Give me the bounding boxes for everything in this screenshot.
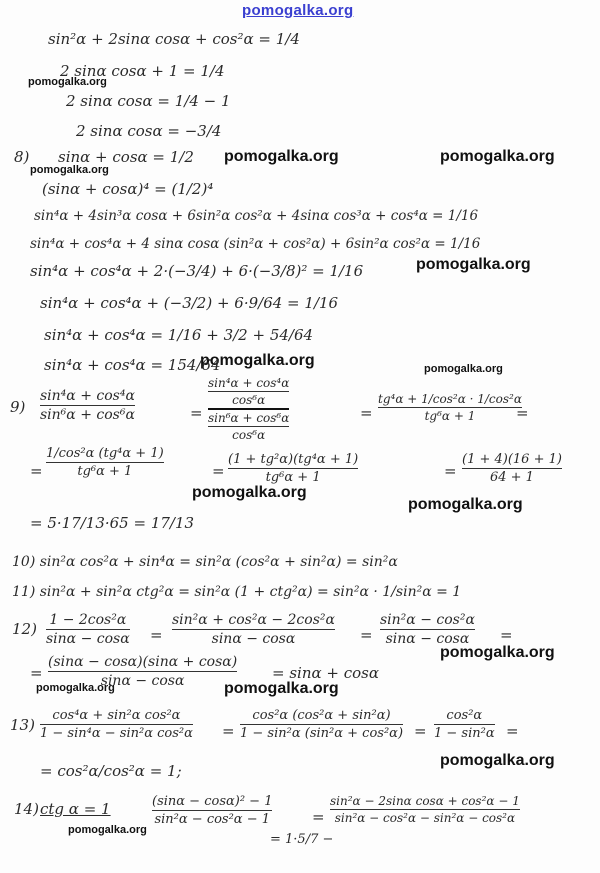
equation-line: = 5·17/13·65 = 17/13 (30, 514, 195, 532)
denominator: sin²α − cos²α − sin²α − cos²α (334, 811, 516, 825)
fraction-bar (48, 671, 237, 672)
denominator: sinα − cosα (46, 631, 130, 647)
fraction-bar (40, 724, 193, 725)
denominator: tg⁶α + 1 (265, 470, 321, 485)
watermark: pomogalka.org (224, 148, 339, 165)
header-watermark[interactable]: pomogalka.org (242, 2, 354, 19)
denominator: sin⁶α + cos⁶α (208, 411, 290, 425)
equals-sign: = (444, 462, 457, 480)
fraction (434, 708, 495, 741)
fraction (40, 708, 193, 741)
problem-number: 14) (14, 800, 39, 818)
watermark: pomogalka.org (36, 682, 115, 694)
equation-line: 11) sin²α + sin²α ctg²α = sin²α (1 + ctg²α) = sin²α · 1/sin²α = 1 (12, 584, 462, 600)
watermark: pomogalka.org (440, 148, 555, 165)
equation-line: sin⁴α + 4sin³α cosα + 6sin²α cos²α + 4sinα cos³α + cos⁴α = 1/16 (34, 208, 479, 224)
watermark: pomogalka.org (200, 352, 315, 369)
fraction-bar (208, 391, 289, 392)
denominator: 64 + 1 (489, 470, 534, 485)
fraction-bar (208, 426, 289, 427)
equation-line: = 1·5/7 − (270, 832, 334, 847)
equation-line: sin⁴α + cos⁴α + 2·(−3/4) + 6·(−3/8)² = 1/16 (30, 262, 364, 280)
equals-sign: = (414, 722, 427, 740)
fraction-bar (380, 629, 475, 630)
equals-sign: = (360, 404, 373, 422)
numerator: cos⁶α (232, 393, 266, 407)
given-condition: ctg α = 1 (40, 800, 111, 818)
numerator: sin²α − cos²α (380, 612, 475, 628)
denominator: tg⁶α + 1 (424, 409, 476, 423)
equation-line: sin⁴α + cos⁴α + (−3/2) + 6·9/64 = 1/16 (40, 294, 339, 312)
equation-line: sin⁴α + cos⁴α = 1/16 + 3/2 + 54/64 (44, 326, 314, 344)
fraction-bar (228, 468, 358, 469)
numerator: cos⁴α + sin²α cos²α (52, 708, 181, 723)
fraction-bar (46, 462, 164, 463)
equation-line: 2 sinα cosα = 1/4 − 1 (66, 92, 231, 110)
fraction-bar (434, 724, 495, 725)
denominator: sinα − cosα (385, 631, 470, 647)
equation-line: sin²α + 2sinα cosα + cos²α = 1/4 (48, 30, 300, 48)
equation-line: 2 sinα cosα = −3/4 (76, 122, 222, 140)
numerator: sin⁴α + cos⁴α (40, 388, 135, 404)
numerator: (1 + tg²α)(tg⁴α + 1) (228, 452, 359, 467)
fraction-bar-main (208, 408, 289, 410)
watermark: pomogalka.org (440, 752, 555, 769)
equation-line: (sinα + cosα)⁴ = (1/2)⁴ (42, 180, 214, 198)
fraction (378, 392, 522, 423)
denominator: 1 − sin²α (434, 726, 495, 741)
fraction (228, 452, 358, 485)
numerator: cos²α (cos²α + sin²α) (252, 708, 391, 723)
equals-sign: = (150, 626, 163, 644)
numerator: (sinα − cosα)² − 1 (152, 794, 273, 809)
fraction (46, 446, 164, 479)
fraction-bar (462, 468, 562, 469)
fraction-bar (172, 629, 335, 630)
fraction (152, 794, 272, 827)
equation-line: 10) sin²α cos²α + sin⁴α = sin²α (cos²α + sin²α) = sin²α (12, 554, 398, 570)
denominator: tg⁶α + 1 (77, 464, 133, 479)
equals-sign: = (190, 404, 203, 422)
numerator: cos²α (446, 708, 483, 723)
equation-line: sin⁴α + cos⁴α + 4 sinα cosα (sin²α + cos²α) + 6sin²α cos²α = 1/16 (30, 236, 481, 252)
denominator: sin²α − cos²α − 1 (154, 812, 271, 827)
numerator: (sinα − cosα)(sinα + cosα) (48, 654, 238, 670)
numerator: (1 + 4)(16 + 1) (462, 452, 562, 467)
watermark: pomogalka.org (30, 164, 109, 176)
numerator: sin⁴α + cos⁴α (208, 376, 290, 390)
numerator: 1 − 2cos²α (49, 612, 127, 628)
denominator: 1 − sin²α (sin²α + cos²α) (240, 726, 404, 741)
watermark: pomogalka.org (424, 363, 503, 375)
denominator: sinα − cosα (211, 631, 296, 647)
denominator: sin⁶α + cos⁶α (40, 407, 135, 423)
watermark: pomogalka.org (28, 76, 107, 88)
problem-number: 12) (12, 620, 37, 638)
equation-line: 2 sinα cosα + 1 = 1/4 (60, 62, 225, 80)
fraction (172, 612, 335, 647)
fraction-bar (240, 724, 403, 725)
fraction (240, 708, 403, 741)
problem-number: 8) (14, 148, 30, 166)
equals-sign: = (506, 722, 519, 740)
fraction-bar (378, 407, 522, 408)
problem-number: 9) (10, 398, 26, 416)
denominator: 1 − sin⁴α − sin²α cos²α (40, 726, 193, 741)
fraction-bar (40, 405, 135, 406)
watermark: pomogalka.org (440, 644, 555, 661)
equation-line: sin⁴α + cos⁴α = 154/64 (44, 356, 221, 374)
fraction-bar (330, 809, 520, 810)
fraction (208, 376, 289, 442)
fraction (46, 612, 130, 647)
equals-sign: = (360, 626, 373, 644)
numerator: tg⁴α + 1/cos²α · 1/cos²α (378, 392, 522, 406)
watermark: pomogalka.org (68, 824, 147, 836)
watermark: pomogalka.org (408, 496, 523, 513)
equals-sign: = (500, 626, 513, 644)
fraction (40, 388, 135, 423)
fraction (380, 612, 475, 647)
numerator: sin²α − 2sinα cosα + cos²α − 1 (330, 794, 520, 808)
equals-sign: = (212, 462, 225, 480)
fraction-bar (152, 810, 272, 811)
fraction (330, 794, 520, 825)
equals-sign: = (312, 808, 325, 826)
fraction (48, 654, 237, 689)
denominator: sinα − cosα (100, 673, 185, 689)
equals-sign: = (30, 664, 43, 682)
equals-sign: = (222, 722, 235, 740)
equation-line: = cos²α/cos²α = 1; (40, 762, 182, 780)
numerator: sin²α + cos²α − 2cos²α (172, 612, 335, 628)
watermark: pomogalka.org (224, 680, 339, 697)
equals-sign: = (516, 404, 529, 422)
equation-line: = sinα + cosα (272, 664, 379, 682)
equation-line: sinα + cosα = 1/2 (58, 148, 194, 166)
fraction-bar (46, 629, 130, 630)
denominator: cos⁶α (232, 428, 266, 442)
watermark: pomogalka.org (192, 484, 307, 501)
numerator: 1/cos²α (tg⁴α + 1) (46, 446, 164, 461)
problem-number: 13) (10, 716, 35, 734)
equals-sign: = (30, 462, 43, 480)
watermark: pomogalka.org (416, 256, 531, 273)
fraction (462, 452, 562, 485)
